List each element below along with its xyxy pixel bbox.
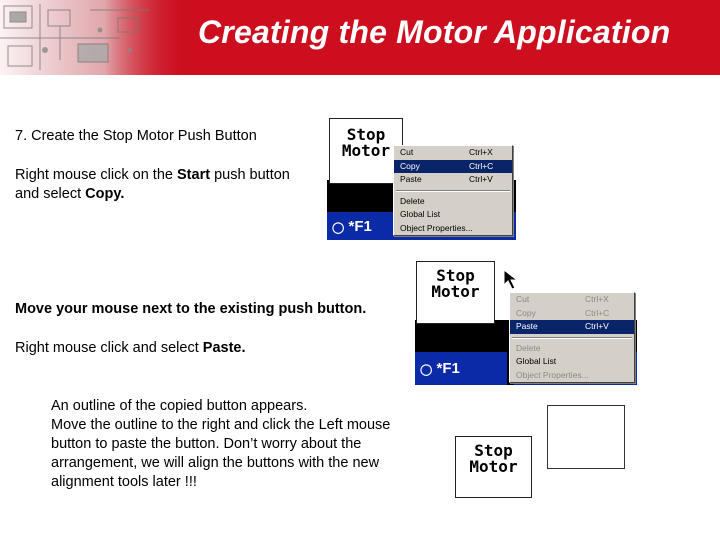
menu-item-object-properties[interactable]: Object Properties... xyxy=(516,369,589,380)
button-label-line-2: Motor xyxy=(341,141,391,160)
note-paragraph xyxy=(51,397,390,492)
menu-separator xyxy=(396,190,510,192)
menu-item-cut[interactable]: Cut Ctrl+X xyxy=(400,147,493,157)
stop-motor-button[interactable] xyxy=(329,118,403,184)
button-label-line-1: Stop xyxy=(436,266,475,285)
instruction-line-2 xyxy=(15,185,124,204)
instruction-text: Right mouse click and select xyxy=(15,340,203,356)
instruction-bold: Paste. xyxy=(202,340,246,356)
note-line: button to paste the button. Don’t worry about the xyxy=(51,436,362,452)
copy-screenshot xyxy=(327,115,516,240)
paste-instruction xyxy=(15,339,246,358)
menu-item-paste[interactable]: Paste Ctrl+V xyxy=(400,174,493,184)
button-outline[interactable] xyxy=(547,405,625,469)
menu-separator xyxy=(512,337,632,339)
paste-screenshot xyxy=(415,260,637,385)
menu-item-paste[interactable]: Paste Ctrl+V xyxy=(510,320,634,334)
instruction-line-1 xyxy=(15,166,290,185)
pasted-stop-motor-button[interactable] xyxy=(455,436,532,498)
instruction-bold: Copy. xyxy=(85,186,125,202)
note-line: An outline of the copied button appears. xyxy=(51,398,308,414)
instruction-text: and select xyxy=(15,186,86,202)
context-menu xyxy=(509,292,635,383)
instruction-text: Right mouse click on the xyxy=(15,167,177,183)
note-line: Move the outline to the right and click the Left mouse xyxy=(51,417,391,433)
instruction-text: push button xyxy=(210,167,290,183)
menu-item-global-list[interactable]: Global List xyxy=(516,356,557,366)
slide-title: Creating the Motor Application xyxy=(198,14,671,50)
menu-item-copy[interactable]: Copy Ctrl+C xyxy=(516,307,610,318)
function-key-f1[interactable]: ◯ *F1 xyxy=(332,218,372,235)
menu-item-copy[interactable]: Copy Ctrl+C xyxy=(394,160,512,174)
mouse-pointer-icon xyxy=(503,269,519,291)
existing-push-button[interactable] xyxy=(416,261,495,324)
slide-header xyxy=(0,0,720,75)
menu-item-delete[interactable]: Delete xyxy=(400,195,425,206)
menu-item-global-list[interactable]: Global List xyxy=(400,209,441,219)
context-menu xyxy=(393,145,513,236)
button-label-line-2: Motor xyxy=(469,457,518,476)
note-line: arrangement, we will align the buttons with the new xyxy=(51,455,380,471)
menu-item-delete[interactable]: Delete xyxy=(516,342,541,353)
step-heading: 7. Create the Stop Motor Push Button xyxy=(15,128,257,144)
circuit-board-logo xyxy=(0,0,190,75)
menu-item-cut[interactable]: Cut Ctrl+X xyxy=(516,294,609,304)
move-instruction: Move your mouse next to the existing push button. xyxy=(15,301,367,317)
button-label-line-2: Motor xyxy=(431,282,480,301)
function-key-f1[interactable]: ◯ *F1 xyxy=(420,360,460,377)
instruction-bold: Start xyxy=(177,167,211,183)
button-label-line-1: Stop xyxy=(346,125,386,144)
note-line: alignment tools later !!! xyxy=(51,474,197,490)
button-label-line-1: Stop xyxy=(474,441,513,460)
menu-item-object-properties[interactable]: Object Properties... xyxy=(400,222,473,233)
